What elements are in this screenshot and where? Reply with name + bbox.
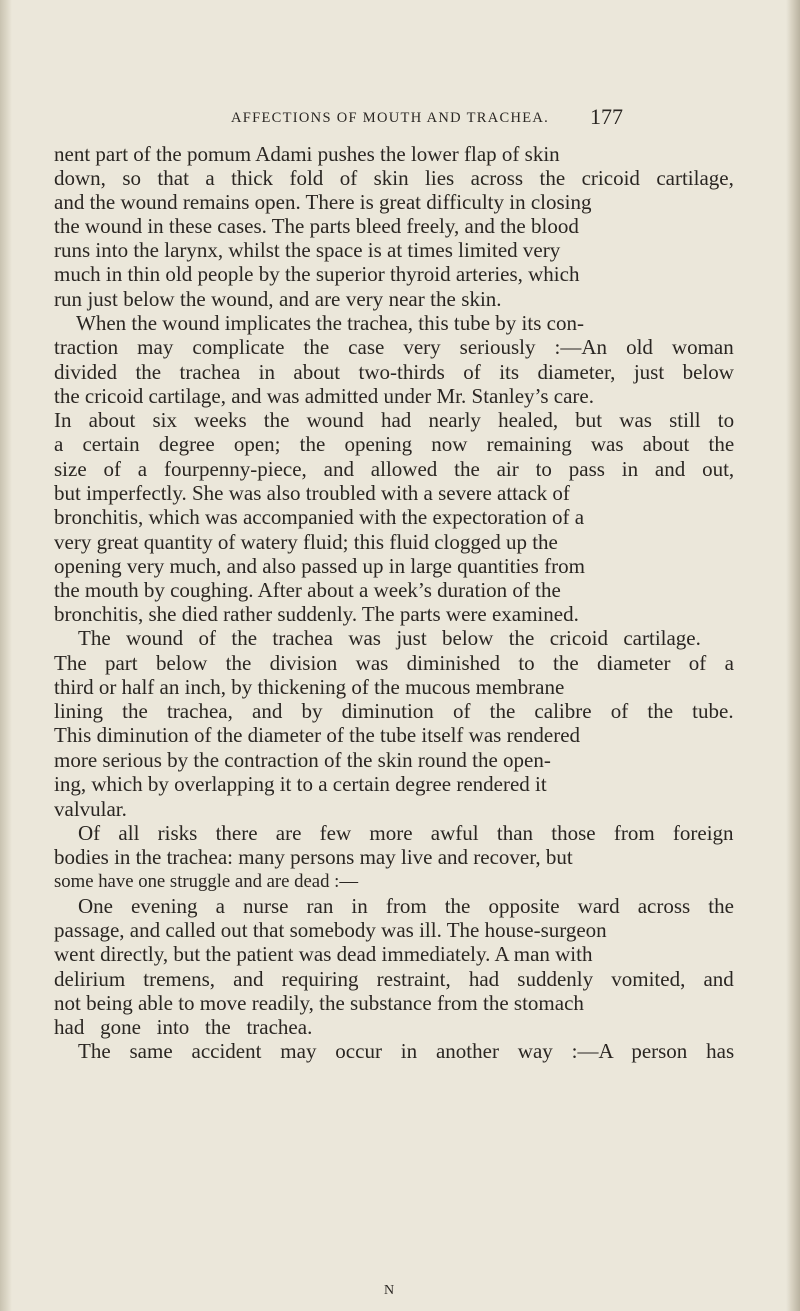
text-line: down, so that a thick fold of skin lies across the cricoid cartilage, <box>54 166 734 190</box>
page-number: 177 <box>590 104 623 129</box>
text-line: The part below the division was diminished to the diameter of a <box>54 651 734 675</box>
text-line: but imperfectly. She was also troubled with a severe attack of <box>54 481 570 505</box>
text-line: some have one struggle and are dead :— <box>54 871 359 892</box>
text-line: One evening a nurse ran in from the opposite ward across the <box>78 894 734 918</box>
text-line: Of all risks there are few more awful than those from foreign <box>78 821 734 845</box>
text-line: passage, and called out that somebody was ill. The house-surgeon <box>54 918 607 942</box>
text-line: nent part of the pomum Adami pushes the lower flap of skin <box>54 142 560 166</box>
text-line: delirium tremens, and requiring restraint, had suddenly vomited, and <box>54 967 734 991</box>
text-line: The wound of the trachea was just below the cricoid cartilage. <box>78 626 701 650</box>
text-line: valvular. <box>54 797 127 821</box>
text-line: This diminution of the diameter of the tube itself was rendered <box>54 723 581 747</box>
text-line: third or half an inch, by thickening of the mucous membrane <box>54 675 565 699</box>
text-line: bodies in the trachea: many persons may live and recover, but <box>54 845 573 869</box>
text-line: the mouth by coughing. After about a week’s duration of the <box>54 578 561 602</box>
text-line: not being able to move readily, the substance from the stomach <box>54 991 584 1015</box>
text-line: a certain degree open; the opening now remaining was about the <box>54 432 735 456</box>
page-right-shadow <box>786 0 800 1311</box>
text-line: the cricoid cartilage, and was admitted under Mr. Stanley’s care. <box>54 384 594 408</box>
page-header <box>231 100 623 130</box>
text-line: had gone into the trachea. <box>54 1015 313 1039</box>
running-head: AFFECTIONS OF MOUTH AND TRACHEA. <box>231 110 550 126</box>
text-line: very great quantity of watery fluid; this fluid clogged up the <box>54 530 558 554</box>
text-line: more serious by the contraction of the skin round the open- <box>54 748 551 772</box>
text-line: The same accident may occur in another way :—A person has <box>78 1039 735 1063</box>
body-text <box>54 142 734 1272</box>
text-line: traction may complicate the case very seriously :—An old woman <box>54 335 734 359</box>
text-line: bronchitis, she died rather suddenly. The parts were examined. <box>54 602 579 626</box>
text-line: lining the trachea, and by diminution of the calibre of the tube. <box>54 699 734 723</box>
text-line: When the wound implicates the trachea, this tube by its con- <box>76 311 584 335</box>
text-line: run just below the wound, and are very near the skin. <box>54 287 502 311</box>
page-left-shadow <box>0 0 12 1311</box>
text-line: bronchitis, which was accompanied with the expectoration of a <box>54 505 585 529</box>
text-line: runs into the larynx, whilst the space is at times limited very <box>54 238 561 262</box>
text-line: In about six weeks the wound had nearly healed, but was still to <box>54 408 735 432</box>
text-line: went directly, but the patient was dead immediately. A man with <box>54 942 593 966</box>
text-line: and the wound remains open. There is great difficulty in closing <box>54 190 592 214</box>
text-line: size of a fourpenny-piece, and allowed the air to pass in and out, <box>54 457 735 481</box>
text-line: divided the trachea in about two-thirds of its diameter, just below <box>54 360 734 384</box>
text-line: much in thin old people by the superior thyroid arteries, which <box>54 262 580 286</box>
text-line: the wound in these cases. The parts bleed freely, and the blood <box>54 214 579 238</box>
text-line: opening very much, and also passed up in large quantities from <box>54 554 585 578</box>
text-line: ing, which by overlapping it to a certain degree rendered it <box>54 772 547 796</box>
signature-mark: N <box>384 1283 395 1298</box>
